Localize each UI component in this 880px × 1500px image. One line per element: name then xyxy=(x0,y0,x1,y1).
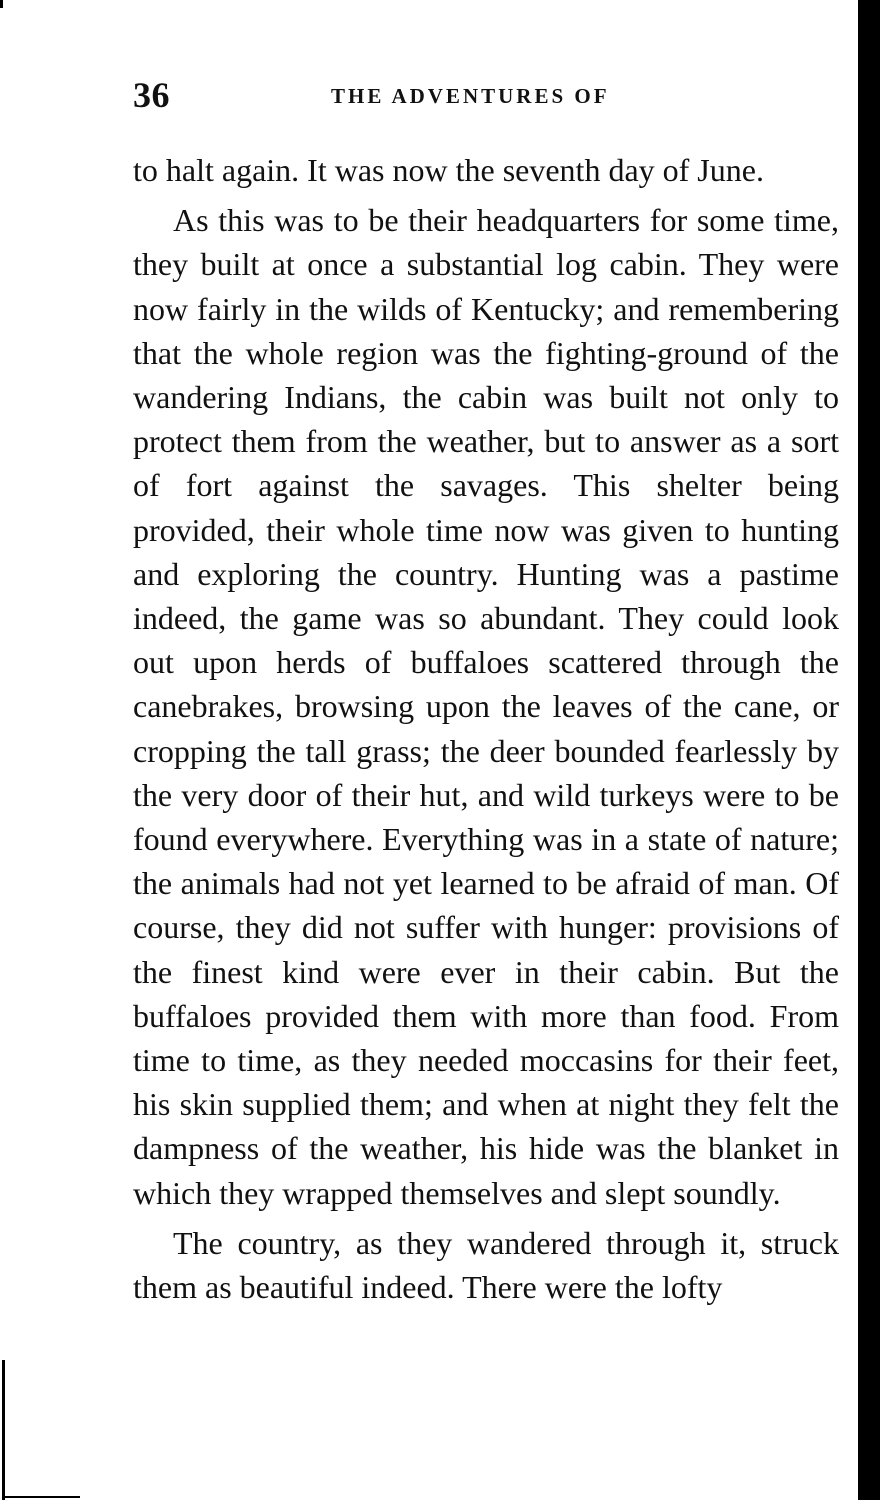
scan-mark xyxy=(0,0,3,8)
scan-bottom-line xyxy=(2,1496,80,1498)
paragraph: The country, as they wandered through it, struck them as beautiful indeed. There were the lofty xyxy=(133,1224,839,1306)
scan-edge-shadow xyxy=(858,0,880,1500)
page-number: 36 xyxy=(133,75,170,115)
paragraph: As this was to be their headquarters for some time, they built at once a substantial log cabin. They were now fairly in the wilds of Kentucky; and remembering that the whole region was the fighting-ground of the wandering Indians, the cabin was built not only to protect them from the weather, but to answer as a sort of fort against the savages. This shelter being provided, their whole time now was given to hunting and exploring the country. Hunting was a pastime indeed, the game was so abundant. They could look out upon herds of buffaloes scattered through the canebrakes, browsing upon the leaves of the cane, or cropping the tall grass; the deer bounded fearlessly by the very door of their hut, and wild turkeys were to be found everywhere. Everything was in a state of nature; the animals had not yet learned to be afraid of man. Of course, they did not suffer with hunger: provisions of the finest kind were ever in their cabin. But the buffaloes provided them with more than food. From time to time, as they needed moccasins for their feet, his skin supplied them; and when at night they felt the dampness of the weather, his hide was the blanket in which they wrapped themselves and slept soundly. xyxy=(133,202,839,1211)
body-text xyxy=(133,148,839,1309)
paragraph-continued: to halt again. It was now the seventh day of June. xyxy=(133,152,764,188)
running-head: THE ADVENTURES OF xyxy=(331,84,610,108)
scan-margin-line xyxy=(2,1360,5,1500)
page-header xyxy=(133,74,840,114)
